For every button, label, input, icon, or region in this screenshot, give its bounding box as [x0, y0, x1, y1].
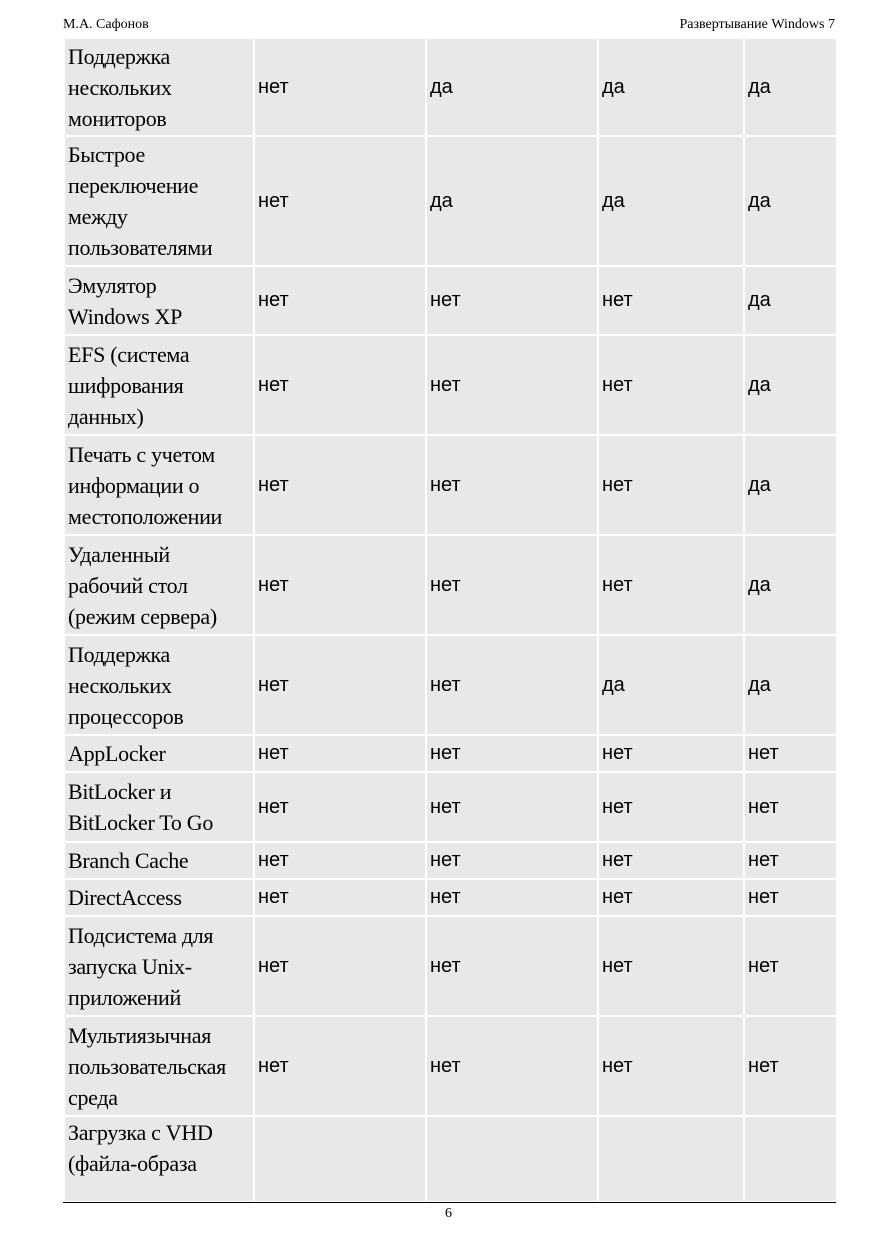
table-row — [64, 38, 837, 136]
feature-cell: Подсистема для запуска Unix- приложений — [64, 916, 254, 1016]
value-cell: нет — [254, 266, 426, 335]
value-cell: нет — [426, 535, 598, 635]
value-cell: нет — [744, 772, 837, 842]
value-cell: нет — [254, 1016, 426, 1116]
feature-cell: Загрузка с VHD (файла-образа — [64, 1116, 254, 1202]
value-cell: нет — [598, 916, 744, 1016]
feature-cell: Эмулятор Windows XP — [64, 266, 254, 335]
table-row — [64, 772, 837, 842]
table-row — [64, 1016, 837, 1116]
table-row — [64, 266, 837, 335]
feature-cell: Branch Cache — [64, 842, 254, 879]
feature-cell: Быстрое переключение между пользователями — [64, 136, 254, 266]
table-row — [64, 1116, 837, 1202]
value-cell: нет — [426, 842, 598, 879]
value-cell: да — [744, 635, 837, 735]
value-cell: нет — [744, 842, 837, 879]
table-row — [64, 735, 837, 772]
feature-cell: DirectAccess — [64, 879, 254, 916]
value-cell: нет — [598, 266, 744, 335]
value-cell: нет — [426, 916, 598, 1016]
running-header-author: М.А. Сафонов — [63, 17, 149, 32]
value-cell: нет — [426, 335, 598, 435]
feature-cell: Мультиязычная пользовательская среда — [64, 1016, 254, 1116]
value-cell: нет — [598, 1016, 744, 1116]
table-row — [64, 879, 837, 916]
table-row — [64, 535, 837, 635]
feature-cell: Печать с учетом информации о местоположении — [64, 435, 254, 535]
value-cell — [426, 1116, 598, 1202]
edition-comparison-table — [63, 37, 838, 1203]
value-cell — [744, 1116, 837, 1202]
running-header-title: Развертывание Windows 7 — [679, 17, 835, 32]
page-number: 6 — [445, 1206, 452, 1221]
value-cell: да — [426, 136, 598, 266]
value-cell: нет — [744, 916, 837, 1016]
value-cell: да — [744, 335, 837, 435]
value-cell: нет — [598, 535, 744, 635]
value-cell: да — [744, 435, 837, 535]
value-cell: нет — [254, 435, 426, 535]
value-cell: да — [426, 38, 598, 136]
value-cell: нет — [254, 916, 426, 1016]
value-cell: нет — [254, 879, 426, 916]
value-cell: нет — [426, 635, 598, 735]
table-row — [64, 435, 837, 535]
feature-cell: Удаленный рабочий стол (режим сервера) — [64, 535, 254, 635]
feature-cell: AppLocker — [64, 735, 254, 772]
value-cell: нет — [426, 735, 598, 772]
value-cell: нет — [254, 38, 426, 136]
table-row — [64, 916, 837, 1016]
feature-cell: Поддержка нескольких процессоров — [64, 635, 254, 735]
value-cell: нет — [598, 735, 744, 772]
value-cell: да — [598, 635, 744, 735]
table-row — [64, 635, 837, 735]
value-cell: да — [598, 38, 744, 136]
table-row — [64, 842, 837, 879]
value-cell: нет — [744, 735, 837, 772]
value-cell: нет — [744, 1016, 837, 1116]
table-row — [64, 136, 837, 266]
feature-cell: EFS (система шифрования данных) — [64, 335, 254, 435]
feature-cell: BitLocker и BitLocker To Go — [64, 772, 254, 842]
value-cell — [254, 1116, 426, 1202]
value-cell: нет — [254, 335, 426, 435]
value-cell: да — [744, 266, 837, 335]
footer-rule — [63, 1202, 836, 1203]
value-cell: нет — [254, 735, 426, 772]
value-cell: нет — [426, 266, 598, 335]
value-cell: нет — [254, 842, 426, 879]
table-row — [64, 335, 837, 435]
value-cell: нет — [598, 842, 744, 879]
value-cell: нет — [598, 335, 744, 435]
value-cell: нет — [254, 635, 426, 735]
value-cell: да — [744, 38, 837, 136]
value-cell: нет — [254, 136, 426, 266]
value-cell: нет — [254, 772, 426, 842]
value-cell: нет — [426, 1016, 598, 1116]
value-cell: нет — [426, 879, 598, 916]
value-cell: нет — [426, 435, 598, 535]
feature-cell: Поддержка нескольких мониторов — [64, 38, 254, 136]
value-cell: нет — [744, 879, 837, 916]
value-cell: да — [744, 535, 837, 635]
value-cell: нет — [598, 772, 744, 842]
value-cell — [598, 1116, 744, 1202]
value-cell: нет — [254, 535, 426, 635]
value-cell: да — [744, 136, 837, 266]
value-cell: нет — [598, 435, 744, 535]
value-cell: нет — [598, 879, 744, 916]
value-cell: нет — [426, 772, 598, 842]
value-cell: да — [598, 136, 744, 266]
